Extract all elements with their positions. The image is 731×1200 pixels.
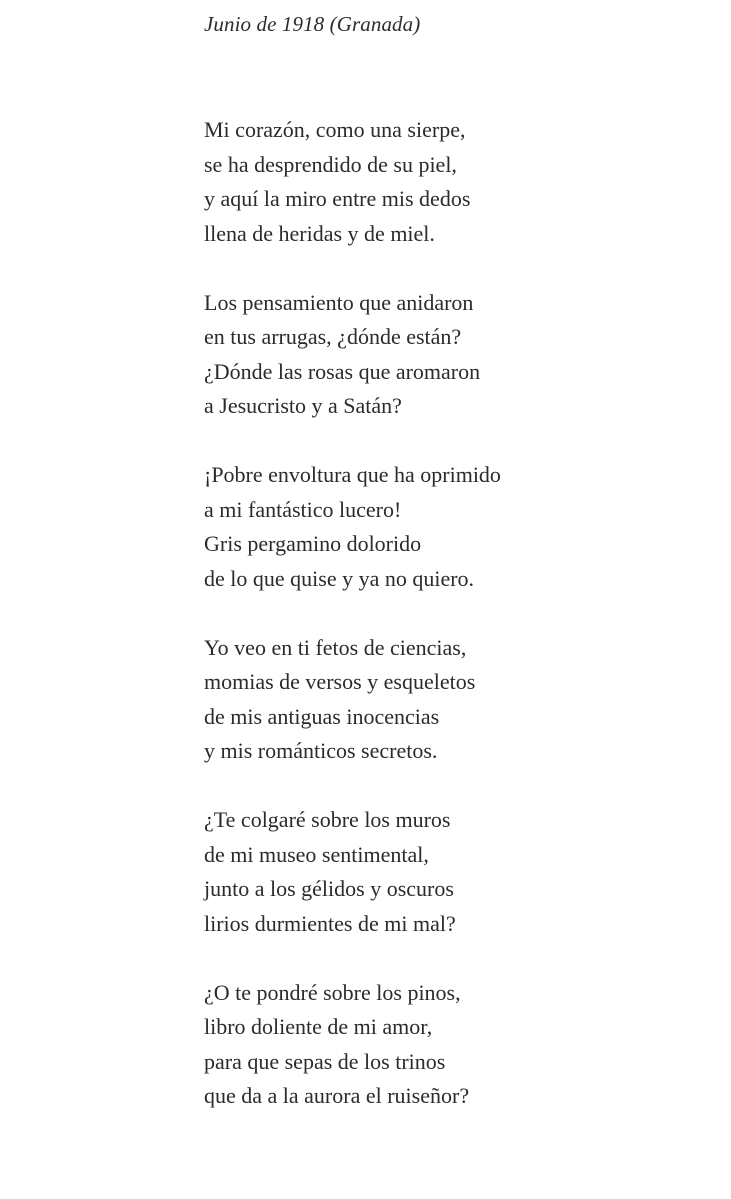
- stanza-1: [204, 113, 704, 251]
- poem-line: para que sepas de los trinos: [204, 1048, 446, 1074]
- poem-line: libro doliente de mi amor,: [204, 1014, 433, 1039]
- poem-line: momias de versos y esqueletos: [204, 669, 476, 694]
- poem-line: Los pensamiento que anidaron: [204, 289, 474, 315]
- poem-line: Yo veo en ti fetos de ciencias,: [204, 634, 467, 660]
- poem-line: Mi corazón, como una sierpe,: [204, 117, 466, 142]
- poem-line: ¿Te colgaré sobre los muros: [204, 807, 451, 832]
- poem-line: a mi fantástico lucero!: [204, 496, 402, 522]
- stanza-4: [204, 631, 704, 769]
- poem-line: de mis antiguas inocencias: [204, 703, 440, 729]
- stanza-2: [204, 286, 704, 424]
- stanza-5: [204, 803, 704, 941]
- poem-line: a Jesucristo y a Satán?: [204, 393, 402, 418]
- poem-line: se ha desprendido de su piel,: [204, 151, 457, 177]
- poem-line: lirios durmientes de mi mal?: [204, 910, 456, 936]
- poem-line: de lo que quise y ya no quiero.: [204, 565, 475, 591]
- poem-line: y aquí la miro entre mis dedos: [204, 186, 471, 211]
- poem-line: de mi museo sentimental,: [204, 841, 429, 867]
- poem-body: [204, 113, 704, 1148]
- stanza-3: [204, 458, 704, 596]
- poem-line: que da a la aurora el ruiseñor?: [204, 1083, 470, 1108]
- poem-line: y mis románticos secretos.: [204, 738, 438, 763]
- poem-line: ¿O te pondré sobre los pinos,: [204, 979, 461, 1005]
- poem-line: llena de heridas y de miel.: [204, 220, 435, 246]
- poem-line: Gris pergamino dolorido: [204, 531, 422, 556]
- poem-line: en tus arrugas, ¿dónde están?: [204, 324, 462, 349]
- poem-date: Junio de 1918 (Granada): [204, 12, 421, 36]
- stanza-6: [204, 976, 704, 1114]
- poem-line: ¡Pobre envoltura que ha oprimido: [204, 462, 501, 487]
- poem-line: ¿Dónde las rosas que aromaron: [204, 358, 481, 384]
- poem-line: junto a los gélidos y oscuros: [204, 876, 454, 901]
